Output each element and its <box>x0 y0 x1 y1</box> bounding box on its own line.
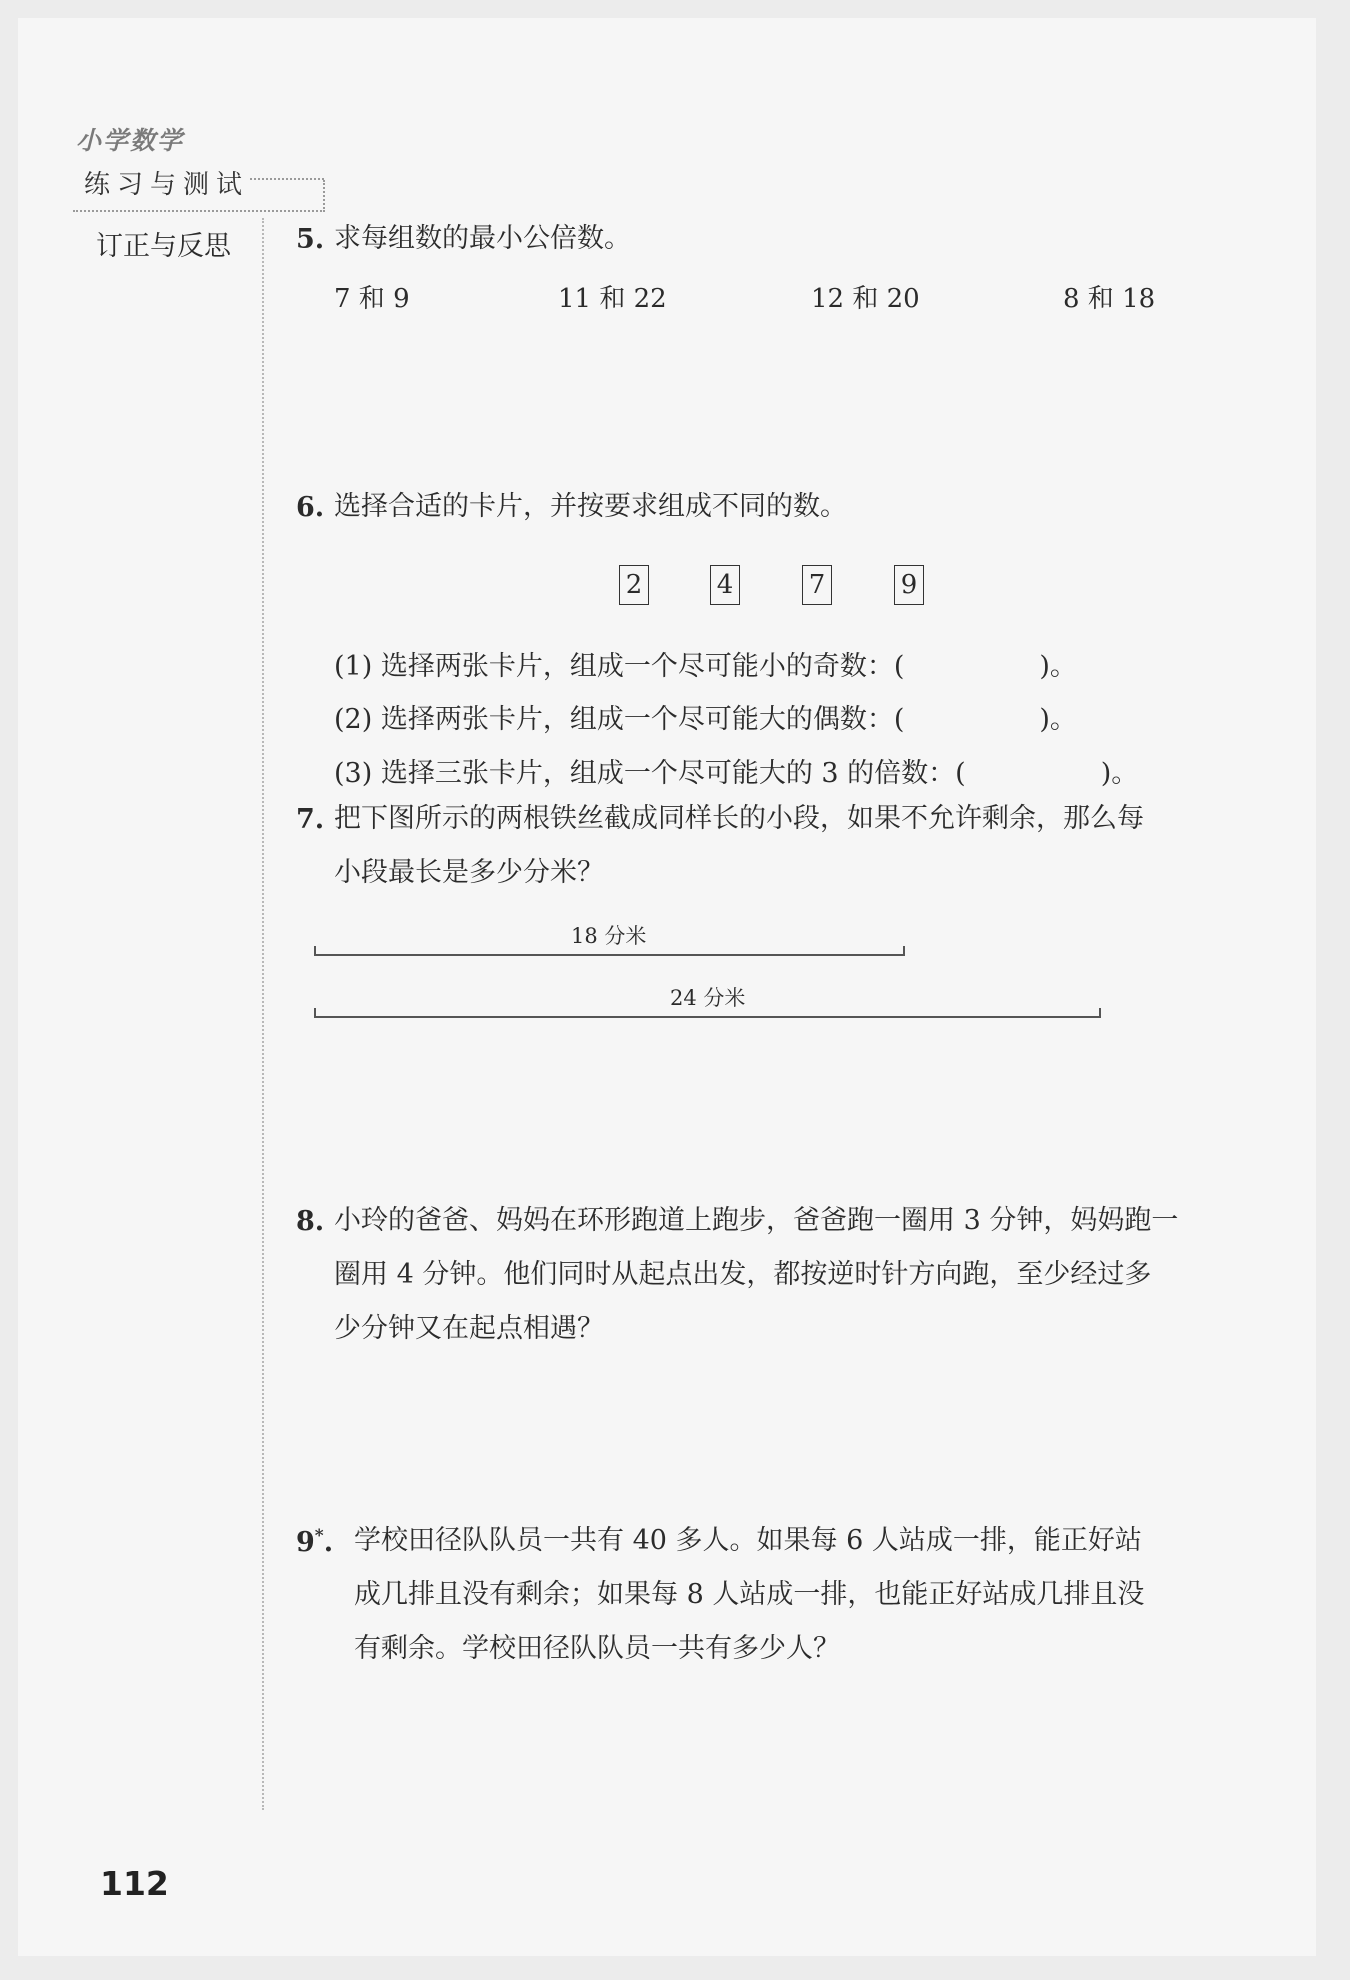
q6-sub-3: (3) 选择三张卡片，组成一个尽可能大的 3 的倍数：( )。 <box>334 758 1139 789</box>
q5-pair-2: 11 和 22 <box>558 284 667 314</box>
q6-sub-2: (2) 选择两张卡片，组成一个尽可能大的偶数：( )。 <box>334 704 1077 735</box>
book-title: 练习与测试 <box>84 170 250 200</box>
workbook-page <box>18 18 1316 1956</box>
wire-label-18: 18 分米 <box>571 924 647 948</box>
q8-line-2: 圈用 4 分钟。他们同时从起点出发，都按逆时针方向跑，至少经过多 <box>334 1259 1152 1290</box>
wire-24-decimeters <box>314 1008 1101 1018</box>
wire-18-decimeters <box>314 946 905 956</box>
q9-number-dot: . <box>323 1527 334 1558</box>
q9-number-digit: 9 <box>296 1527 315 1558</box>
q9-line-3: 有剩余。学校田径队队员一共有多少人？ <box>354 1633 840 1664</box>
q6-text: 选择合适的卡片，并按要求组成不同的数。 <box>334 491 847 522</box>
q8-line-3: 少分钟又在起点相遇？ <box>334 1313 604 1344</box>
number-card: 7 <box>802 565 832 605</box>
number-card: 9 <box>894 565 924 605</box>
page-number: 112 <box>100 1864 169 1903</box>
q7-number: 7. <box>296 804 325 835</box>
q9-star: * <box>314 1526 324 1546</box>
q5-pair-4: 8 和 18 <box>1063 284 1156 314</box>
q7-line-1: 把下图所示的两根铁丝截成同样长的小段，如果不允许剩余，那么每 <box>334 803 1144 834</box>
q6-sub-1: (1) 选择两张卡片，组成一个尽可能小的奇数：( )。 <box>334 651 1077 682</box>
margin-label: 订正与反思 <box>96 231 231 262</box>
q9-line-1: 学校田径队队员一共有 40 多人。如果每 6 人站成一排，能正好站 <box>354 1525 1142 1556</box>
q5-number: 5. <box>296 224 325 255</box>
wire-label-24: 24 分米 <box>670 986 746 1010</box>
q8-number: 8. <box>296 1206 325 1237</box>
q9-line-2: 成几排且没有剩余；如果每 8 人站成一排，也能正好站成几排且没 <box>354 1579 1145 1610</box>
margin-divider <box>262 218 264 1810</box>
q9-number <box>296 1526 333 1558</box>
q6-number: 6. <box>296 492 325 523</box>
series-title: 小学数学 <box>76 126 185 155</box>
q7-line-2: 小段最长是多少分米？ <box>334 857 604 888</box>
q8-line-1: 小玲的爸爸、妈妈在环形跑道上跑步，爸爸跑一圈用 3 分钟，妈妈跑一 <box>334 1205 1179 1236</box>
number-card: 2 <box>619 565 649 605</box>
q5-text: 求每组数的最小公倍数。 <box>334 223 631 254</box>
q5-pair-1: 7 和 9 <box>334 284 410 314</box>
number-card: 4 <box>710 565 740 605</box>
q5-pair-3: 12 和 20 <box>811 284 920 314</box>
